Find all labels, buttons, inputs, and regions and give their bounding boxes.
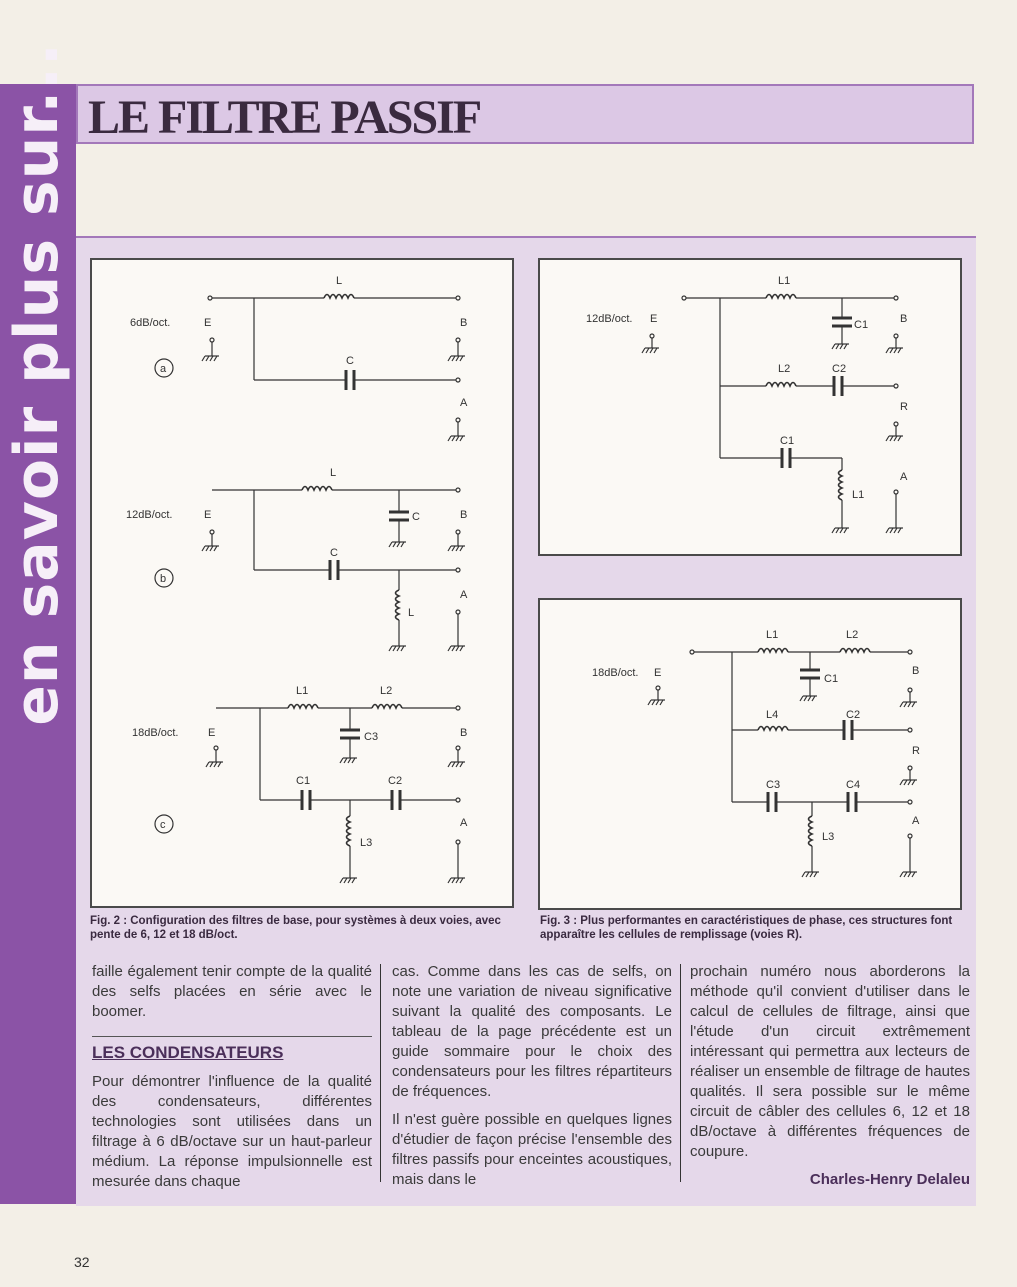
fig3-top-c1: C1: [854, 319, 869, 331]
article-column-1: [92, 962, 372, 1200]
fig3-top-l1b: L1: [852, 489, 865, 501]
author: Charles-Henry Delaleu: [809, 1171, 970, 1188]
col2-p2: Il n'est guère possible en quelques lignes d'étudier de façon précise l'ensemble des filtres passifs pour enceintes acoustiques, mais dans le: [392, 1111, 672, 1188]
fig2-a-c: C: [346, 355, 354, 367]
fig2-c-c2: C2: [388, 775, 403, 787]
fig3-bottom-l1: L1: [766, 629, 779, 641]
fig3-top-out-a: A: [900, 471, 908, 483]
fig3-bottom-l2: L2: [846, 629, 859, 641]
section-side-label: en savoir plus sur...: [2, 42, 72, 726]
figure-3-bottom-svg: [540, 600, 964, 912]
fig3-bottom-out-b: B: [912, 665, 920, 677]
fig2-a-out-a: A: [460, 397, 468, 409]
fig3-bottom-c3: C3: [766, 779, 781, 791]
fig2-b-c: C: [330, 547, 338, 559]
fig3-bottom-out-r: R: [912, 745, 920, 757]
page-number: 32: [74, 1254, 90, 1270]
fig2-c-slope: 18dB/oct.: [132, 727, 179, 739]
col3-p1: prochain numéro nous aborderons la méthode qu'il convient d'utiliser dans le calcul de cellules de filtrage, ainsi que l'étude d'un circuit extrêmement intéressant qui permettra aux lecteurs de réaliser un ensemble de filtrage de hautes qualités. Il sera possible sur le même circuit de câbler des cellules 6, 12 et 18 dB/octave à différentes fréquences de coupure.: [690, 963, 970, 1160]
fig3-bottom-c1: C1: [824, 673, 839, 685]
title-bar: [76, 84, 974, 144]
figure-2-caption: Fig. 2 : Configuration des filtres de base, pour systèmes à deux voies, avec pente de 6, 12 et 18 dB/oct.: [90, 915, 501, 941]
fig3-bottom-c2: C2: [846, 709, 861, 721]
fig3-bottom-out-a: A: [912, 815, 920, 827]
fig2-a-out-b: B: [460, 317, 468, 329]
fig3-top-out-b: B: [900, 313, 908, 325]
figure-3-top-schematic: [538, 258, 962, 556]
fig2-a-slope: 6dB/oct.: [130, 317, 171, 329]
figure-3-top-svg: [540, 260, 964, 558]
section-heading: LES CONDENSATEURS: [92, 1036, 372, 1064]
fig3-bottom-c4: C4: [846, 779, 861, 791]
col2-p1: cas. Comme dans les cas de selfs, on note une variation de niveau significative suivant la qualité des composants. Le tableau de la page précédente est un guide sommaire pour le choix des condensateurs pour les filtres répartiteurs de fréquences.: [392, 963, 672, 1100]
page-title: LE FILTRE PASSIF: [88, 91, 481, 144]
fig3-bottom-slope: 18dB/oct.: [592, 667, 639, 679]
fig2-a-l: L: [336, 275, 343, 287]
article-column-2: [392, 962, 672, 1198]
fig2-b-marker: b: [160, 573, 167, 585]
fig2-c-marker: c: [160, 819, 166, 831]
fig3-top-slope: 12dB/oct.: [586, 313, 633, 325]
fig3-top-c2: C2: [832, 363, 847, 375]
fig2-a-marker: a: [160, 363, 167, 375]
fig3-top-in: E: [650, 313, 658, 325]
fig3-top-l2: L2: [778, 363, 791, 375]
fig2-c-c3: C3: [364, 731, 379, 743]
fig2-c-in: E: [208, 727, 216, 739]
column-rule-1: [380, 964, 381, 1182]
fig2-b-l: L: [330, 467, 337, 479]
fig3-bottom-in: E: [654, 667, 662, 679]
fig2-c-l2: L2: [380, 685, 393, 697]
fig2-c-c1: C1: [296, 775, 311, 787]
fig2-b-l-shunt: L: [408, 607, 415, 619]
fig2-b-c-shunt: C: [412, 511, 420, 523]
article-column-3: [690, 962, 970, 1190]
col1-intro: faille également tenir compte de la qualité des selfs placées en série avec le boomer.: [92, 963, 372, 1020]
fig2-c-out-b: B: [460, 727, 468, 739]
fig2-b-out-a: A: [460, 589, 468, 601]
fig2-c-l1: L1: [296, 685, 309, 697]
fig2-c-l3: L3: [360, 837, 373, 849]
figure-3-caption: Fig. 3 : Plus performantes en caractéristiques de phase, ces structures font apparaître les cellules de remplissage (voies R).: [540, 915, 953, 941]
fig2-b-slope: 12dB/oct.: [126, 509, 173, 521]
fig2-c-out-a: A: [460, 817, 468, 829]
fig2-a-in: E: [204, 317, 212, 329]
fig3-top-c1b: C1: [780, 435, 795, 447]
fig2-b-out-b: B: [460, 509, 468, 521]
fig3-bottom-l3: L3: [822, 831, 835, 843]
fig3-top-l1: L1: [778, 275, 791, 287]
column-rule-2: [680, 964, 681, 1182]
fig3-top-out-r: R: [900, 401, 908, 413]
fig2-b-in: E: [204, 509, 212, 521]
figure-2-svg: [92, 260, 516, 910]
figure-3-bottom-schematic: [538, 598, 962, 910]
col1-body: Pour démontrer l'influence de la qualité des condensateurs, différentes technologies sont utilisées dans un filtrage à 6 dB/octave sur un haut-parleur médium. La réponse impulsionnelle est mesurée dans chaque: [92, 1073, 372, 1190]
figure-2-schematics: [90, 258, 514, 908]
fig3-bottom-l4: L4: [766, 709, 779, 721]
